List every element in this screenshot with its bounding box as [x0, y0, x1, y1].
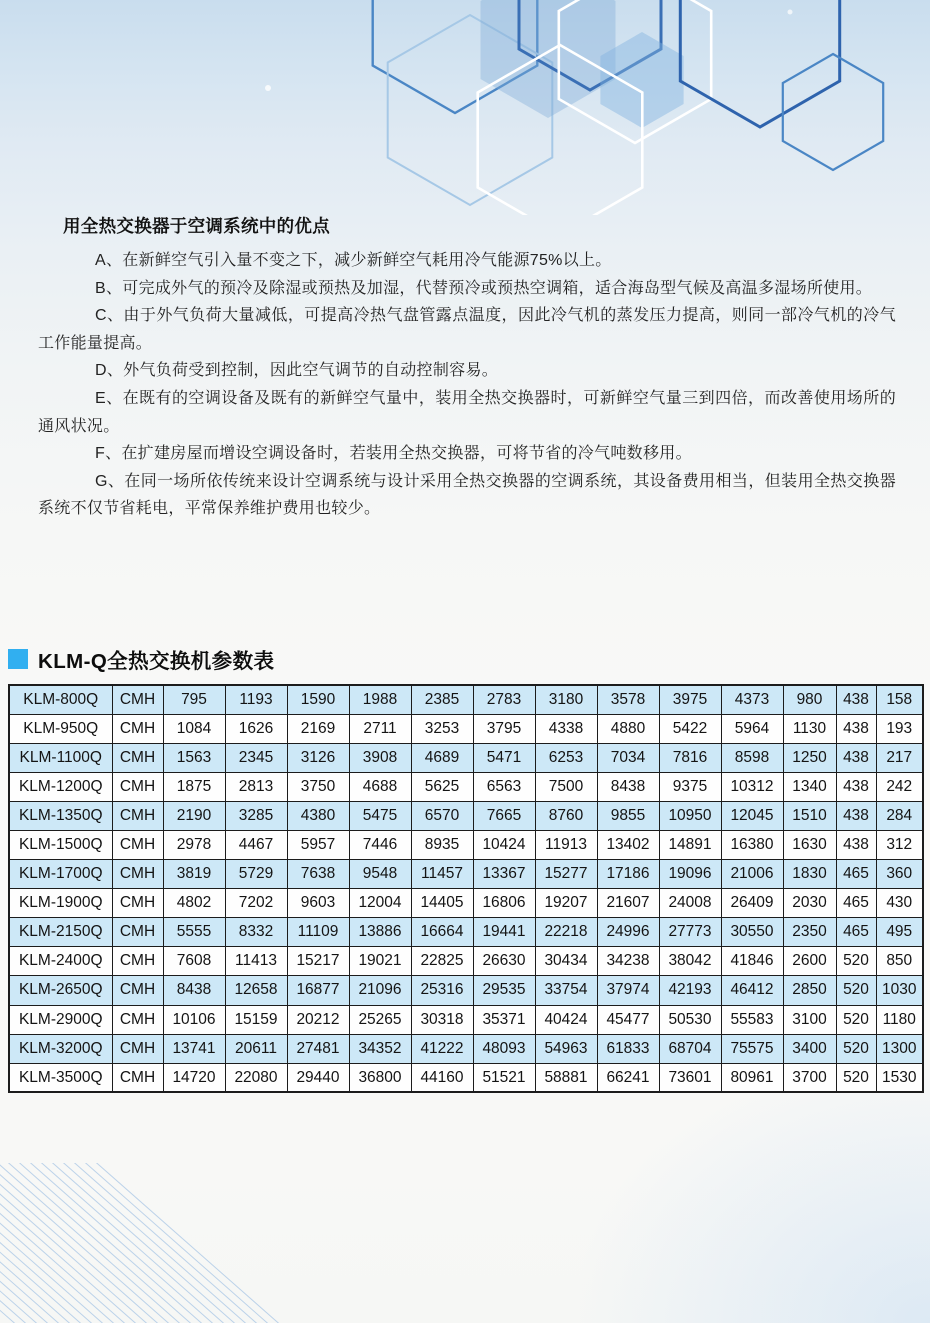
value-cell: 430	[876, 889, 923, 918]
value-cell: 1830	[783, 860, 836, 889]
value-cell: 11413	[225, 947, 287, 976]
value-cell: 1510	[783, 801, 836, 830]
value-cell: 15159	[225, 1005, 287, 1034]
spec-table	[8, 684, 924, 1093]
value-cell: 360	[876, 860, 923, 889]
value-cell: 10950	[659, 801, 721, 830]
table-row	[9, 918, 923, 947]
value-cell: 2190	[163, 801, 225, 830]
value-cell: 4689	[411, 743, 473, 772]
value-cell: 25316	[411, 976, 473, 1005]
advantages-heading: 用全热交换器于空调系统中的优点	[63, 216, 330, 236]
value-cell: 6570	[411, 801, 473, 830]
value-cell: 2711	[349, 714, 411, 743]
hexagon-shape	[481, 0, 616, 118]
value-cell: 7202	[225, 889, 287, 918]
advantages-section	[38, 214, 896, 523]
value-cell: 73601	[659, 1063, 721, 1092]
value-cell: 4467	[225, 830, 287, 859]
value-cell: 4380	[287, 801, 349, 830]
value-cell: 16806	[473, 889, 535, 918]
model-cell: KLM-2150Q	[9, 918, 112, 947]
unit-cell: CMH	[112, 743, 163, 772]
value-cell: 10312	[721, 772, 783, 801]
value-cell: 5555	[163, 918, 225, 947]
value-cell: 5957	[287, 830, 349, 859]
value-cell: 5625	[411, 772, 473, 801]
value-cell: 1340	[783, 772, 836, 801]
value-cell: 27481	[287, 1034, 349, 1063]
value-cell: 1563	[163, 743, 225, 772]
unit-cell: CMH	[112, 860, 163, 889]
model-cell: KLM-3500Q	[9, 1063, 112, 1092]
value-cell: 1193	[225, 685, 287, 714]
table-row	[9, 889, 923, 918]
value-cell: 36800	[349, 1063, 411, 1092]
value-cell: 465	[836, 860, 876, 889]
value-cell: 2600	[783, 947, 836, 976]
value-cell: 27773	[659, 918, 721, 947]
unit-cell: CMH	[112, 1034, 163, 1063]
value-cell: 37974	[597, 976, 659, 1005]
value-cell: 50530	[659, 1005, 721, 1034]
value-cell: 1988	[349, 685, 411, 714]
value-cell: 20212	[287, 1005, 349, 1034]
value-cell: 16664	[411, 918, 473, 947]
table-row	[9, 772, 923, 801]
value-cell: 30318	[411, 1005, 473, 1034]
value-cell: 438	[836, 801, 876, 830]
model-cell: KLM-3200Q	[9, 1034, 112, 1063]
value-cell: 58881	[535, 1063, 597, 1092]
value-cell: 4338	[535, 714, 597, 743]
value-cell: 15277	[535, 860, 597, 889]
model-cell: KLM-1900Q	[9, 889, 112, 918]
value-cell: 35371	[473, 1005, 535, 1034]
unit-cell: CMH	[112, 830, 163, 859]
value-cell: 12004	[349, 889, 411, 918]
value-cell: 22218	[535, 918, 597, 947]
value-cell: 7034	[597, 743, 659, 772]
model-cell: KLM-1350Q	[9, 801, 112, 830]
value-cell: 55583	[721, 1005, 783, 1034]
value-cell: 2350	[783, 918, 836, 947]
value-cell: 4373	[721, 685, 783, 714]
value-cell: 44160	[411, 1063, 473, 1092]
value-cell: 1250	[783, 743, 836, 772]
value-cell: 1180	[876, 1005, 923, 1034]
value-cell: 438	[836, 685, 876, 714]
table-row	[9, 1063, 923, 1092]
value-cell: 2030	[783, 889, 836, 918]
value-cell: 795	[163, 685, 225, 714]
model-cell: KLM-950Q	[9, 714, 112, 743]
value-cell: 42193	[659, 976, 721, 1005]
value-cell: 7608	[163, 947, 225, 976]
table-row	[9, 860, 923, 889]
value-cell: 24996	[597, 918, 659, 947]
model-cell: KLM-1100Q	[9, 743, 112, 772]
value-cell: 1530	[876, 1063, 923, 1092]
value-cell: 3578	[597, 685, 659, 714]
value-cell: 14720	[163, 1063, 225, 1092]
value-cell: 24008	[659, 889, 721, 918]
value-cell: 75575	[721, 1034, 783, 1063]
value-cell: 7665	[473, 801, 535, 830]
value-cell: 20611	[225, 1034, 287, 1063]
value-cell: 2385	[411, 685, 473, 714]
value-cell: 34352	[349, 1034, 411, 1063]
value-cell: 30550	[721, 918, 783, 947]
value-cell: 80961	[721, 1063, 783, 1092]
value-cell: 8598	[721, 743, 783, 772]
value-cell: 29440	[287, 1063, 349, 1092]
table-row	[9, 1005, 923, 1034]
value-cell: 8332	[225, 918, 287, 947]
value-cell: 312	[876, 830, 923, 859]
table-row	[9, 801, 923, 830]
value-cell: 22825	[411, 947, 473, 976]
value-cell: 3100	[783, 1005, 836, 1034]
value-cell: 16380	[721, 830, 783, 859]
value-cell: 2169	[287, 714, 349, 743]
value-cell: 284	[876, 801, 923, 830]
model-cell: KLM-2400Q	[9, 947, 112, 976]
value-cell: 5729	[225, 860, 287, 889]
value-cell: 9548	[349, 860, 411, 889]
value-cell: 21607	[597, 889, 659, 918]
value-cell: 438	[836, 830, 876, 859]
value-cell: 3975	[659, 685, 721, 714]
value-cell: 2850	[783, 976, 836, 1005]
value-cell: 41222	[411, 1034, 473, 1063]
value-cell: 158	[876, 685, 923, 714]
value-cell: 19096	[659, 860, 721, 889]
unit-cell: CMH	[112, 889, 163, 918]
value-cell: 19441	[473, 918, 535, 947]
value-cell: 8935	[411, 830, 473, 859]
value-cell: 45477	[597, 1005, 659, 1034]
value-cell: 1084	[163, 714, 225, 743]
advantage-item: G、在同一场所依传统来设计空调系统与设计采用全热交换器的空调系统，其设备费用相当，但装用全热交换器系统不仅节省耗电，平常保养维护费用也较少。	[38, 472, 896, 518]
value-cell: 14891	[659, 830, 721, 859]
value-cell: 3750	[287, 772, 349, 801]
value-cell: 12658	[225, 976, 287, 1005]
value-cell: 1030	[876, 976, 923, 1005]
value-cell: 61833	[597, 1034, 659, 1063]
value-cell: 465	[836, 918, 876, 947]
diagonal-lines-group	[0, 1163, 284, 1323]
value-cell: 8438	[163, 976, 225, 1005]
advantage-item: C、由于外气负荷大量减低，可提高冷热气盘管露点温度，因此冷气机的蒸发压力提高，则同一部冷气机的冷气工作能量提高。	[38, 307, 896, 352]
model-cell: KLM-2900Q	[9, 1005, 112, 1034]
value-cell: 3700	[783, 1063, 836, 1092]
value-cell: 520	[836, 947, 876, 976]
value-cell: 26630	[473, 947, 535, 976]
value-cell: 22080	[225, 1063, 287, 1092]
value-cell: 1626	[225, 714, 287, 743]
value-cell: 15217	[287, 947, 349, 976]
value-cell: 9603	[287, 889, 349, 918]
value-cell: 438	[836, 772, 876, 801]
value-cell: 3819	[163, 860, 225, 889]
value-cell: 3285	[225, 801, 287, 830]
value-cell: 19021	[349, 947, 411, 976]
value-cell: 193	[876, 714, 923, 743]
value-cell: 3795	[473, 714, 535, 743]
value-cell: 48093	[473, 1034, 535, 1063]
value-cell: 30434	[535, 947, 597, 976]
unit-cell: CMH	[112, 685, 163, 714]
value-cell: 465	[836, 889, 876, 918]
hexagon-shape	[783, 54, 883, 170]
value-cell: 21006	[721, 860, 783, 889]
value-cell: 12045	[721, 801, 783, 830]
value-cell: 980	[783, 685, 836, 714]
model-cell: KLM-2650Q	[9, 976, 112, 1005]
value-cell: 520	[836, 1063, 876, 1092]
title-bullet-square	[8, 649, 28, 669]
value-cell: 33754	[535, 976, 597, 1005]
value-cell: 17186	[597, 860, 659, 889]
value-cell: 6563	[473, 772, 535, 801]
value-cell: 13741	[163, 1034, 225, 1063]
value-cell: 68704	[659, 1034, 721, 1063]
value-cell: 40424	[535, 1005, 597, 1034]
advantage-item: D、外气负荷受到控制，因此空气调节的自动控制容易。	[95, 362, 499, 380]
value-cell: 9375	[659, 772, 721, 801]
table-row	[9, 714, 923, 743]
table-row	[9, 947, 923, 976]
value-cell: 66241	[597, 1063, 659, 1092]
table-row	[9, 976, 923, 1005]
value-cell: 2783	[473, 685, 535, 714]
value-cell: 2978	[163, 830, 225, 859]
value-cell: 438	[836, 743, 876, 772]
value-cell: 13367	[473, 860, 535, 889]
value-cell: 495	[876, 918, 923, 947]
value-cell: 520	[836, 1005, 876, 1034]
spec-table-title-row	[8, 645, 922, 672]
advantage-item: E、在既有的空调设备及既有的新鲜空气量中，装用全热交换器时，可新鲜空气量三到四倍，而改善使用场所的通风状况。	[38, 389, 896, 435]
value-cell: 11109	[287, 918, 349, 947]
value-cell: 8438	[597, 772, 659, 801]
model-cell: KLM-1500Q	[9, 830, 112, 859]
value-cell: 26409	[721, 889, 783, 918]
value-cell: 11913	[535, 830, 597, 859]
value-cell: 10424	[473, 830, 535, 859]
value-cell: 11457	[411, 860, 473, 889]
value-cell: 2813	[225, 772, 287, 801]
unit-cell: CMH	[112, 918, 163, 947]
value-cell: 8760	[535, 801, 597, 830]
value-cell: 3126	[287, 743, 349, 772]
value-cell: 5471	[473, 743, 535, 772]
value-cell: 2345	[225, 743, 287, 772]
unit-cell: CMH	[112, 976, 163, 1005]
value-cell: 4880	[597, 714, 659, 743]
value-cell: 25265	[349, 1005, 411, 1034]
value-cell: 19207	[535, 889, 597, 918]
value-cell: 4802	[163, 889, 225, 918]
value-cell: 3908	[349, 743, 411, 772]
value-cell: 46412	[721, 976, 783, 1005]
unit-cell: CMH	[112, 801, 163, 830]
value-cell: 520	[836, 1034, 876, 1063]
value-cell: 3400	[783, 1034, 836, 1063]
value-cell: 7446	[349, 830, 411, 859]
value-cell: 21096	[349, 976, 411, 1005]
unit-cell: CMH	[112, 714, 163, 743]
unit-cell: CMH	[112, 1005, 163, 1034]
value-cell: 5475	[349, 801, 411, 830]
advantage-item: B、可完成外气的预冷及除湿或预热及加湿，代替预冷或预热空调箱，适合海岛型气候及高温多湿场所使用。	[95, 279, 873, 297]
spec-table-section	[8, 645, 922, 1093]
spec-table-body	[9, 685, 923, 1092]
value-cell: 5422	[659, 714, 721, 743]
value-cell: 4688	[349, 772, 411, 801]
value-cell: 51521	[473, 1063, 535, 1092]
value-cell: 16877	[287, 976, 349, 1005]
value-cell: 14405	[411, 889, 473, 918]
unit-cell: CMH	[112, 947, 163, 976]
value-cell: 5964	[721, 714, 783, 743]
value-cell: 520	[836, 976, 876, 1005]
value-cell: 9855	[597, 801, 659, 830]
value-cell: 3253	[411, 714, 473, 743]
value-cell: 38042	[659, 947, 721, 976]
value-cell: 1300	[876, 1034, 923, 1063]
sparkle-glint	[788, 10, 793, 15]
model-cell: KLM-1700Q	[9, 860, 112, 889]
value-cell: 7638	[287, 860, 349, 889]
advantage-item: F、在扩建房屋而增设空调设备时，若装用全热交换器，可将节省的冷气吨数移用。	[95, 445, 692, 463]
value-cell: 6253	[535, 743, 597, 772]
value-cell: 54963	[535, 1034, 597, 1063]
table-row	[9, 830, 923, 859]
value-cell: 850	[876, 947, 923, 976]
value-cell: 438	[836, 714, 876, 743]
model-cell: KLM-1200Q	[9, 772, 112, 801]
value-cell: 34238	[597, 947, 659, 976]
unit-cell: CMH	[112, 772, 163, 801]
value-cell: 217	[876, 743, 923, 772]
value-cell: 13886	[349, 918, 411, 947]
value-cell: 1630	[783, 830, 836, 859]
value-cell: 13402	[597, 830, 659, 859]
value-cell: 3180	[535, 685, 597, 714]
value-cell: 1590	[287, 685, 349, 714]
value-cell: 7500	[535, 772, 597, 801]
value-cell: 7816	[659, 743, 721, 772]
value-cell: 1875	[163, 772, 225, 801]
spec-table-title: KLM-Q全热交换机参数表	[38, 649, 275, 673]
table-row	[9, 685, 923, 714]
bottom-left-lines-decoration	[0, 1163, 300, 1323]
table-row	[9, 743, 923, 772]
value-cell: 242	[876, 772, 923, 801]
table-row	[9, 1034, 923, 1063]
unit-cell: CMH	[112, 1063, 163, 1092]
sparkle-glint	[265, 85, 271, 91]
value-cell: 29535	[473, 976, 535, 1005]
value-cell: 41846	[721, 947, 783, 976]
value-cell: 10106	[163, 1005, 225, 1034]
model-cell: KLM-800Q	[9, 685, 112, 714]
value-cell: 1130	[783, 714, 836, 743]
header-hexagons-decoration	[0, 0, 930, 215]
advantage-item: A、在新鲜空气引入量不变之下，减少新鲜空气耗用冷气能源75%以上。	[95, 252, 612, 269]
